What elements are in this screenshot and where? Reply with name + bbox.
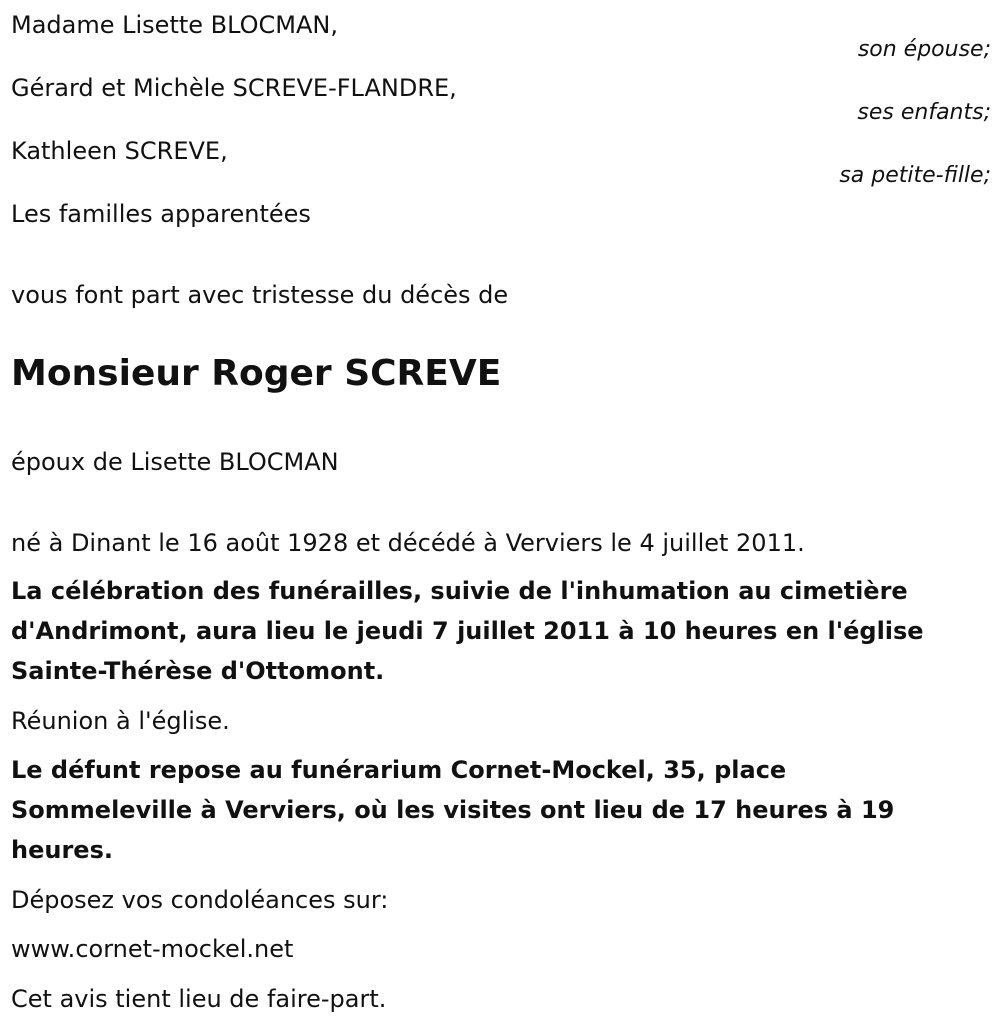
- family-member-spouse: Madame Lisette BLOCMAN,: [11, 11, 338, 39]
- family-member-granddaughter: Kathleen SCREVE,: [11, 137, 228, 165]
- family-role-children: ses enfants;: [857, 100, 991, 125]
- announcement-text: vous font part avec tristesse du décès de: [11, 281, 509, 309]
- visitation-details: Le défunt repose au funérarium Cornet-Mockel, 35, place Sommeleville à Verviers, où les visites ont lieu de 17 heures à 19 heures.: [11, 756, 895, 864]
- family-member-relatives: Les familles apparentées: [11, 200, 311, 228]
- family-member-children: Gérard et Michèle SCREVE-FLANDRE,: [11, 74, 457, 102]
- spouse-line: époux de Lisette BLOCMAN: [11, 448, 339, 476]
- family-role-granddaughter: sa petite-fille;: [839, 163, 991, 188]
- reunion-line: Réunion à l'église.: [11, 707, 230, 735]
- website-link[interactable]: www.cornet-mockel.net: [11, 935, 294, 963]
- condolences-label: Déposez vos condoléances sur:: [11, 886, 389, 914]
- family-role-spouse: son épouse;: [857, 37, 991, 62]
- deceased-name: Monsieur Roger SCREVE: [11, 353, 502, 394]
- funeral-details: La célébration des funérailles, suivie de l'inhumation au cimetière d'Andrimont, aura lieu le jeudi 7 juillet 2011 à 10 heures en l'église Sainte-Thérèse d'Ottomont.: [11, 577, 924, 685]
- closing-line: Cet avis tient lieu de faire-part.: [11, 985, 387, 1013]
- birth-death-line: né à Dinant le 16 août 1928 et décédé à Verviers le 4 juillet 2011.: [11, 529, 805, 557]
